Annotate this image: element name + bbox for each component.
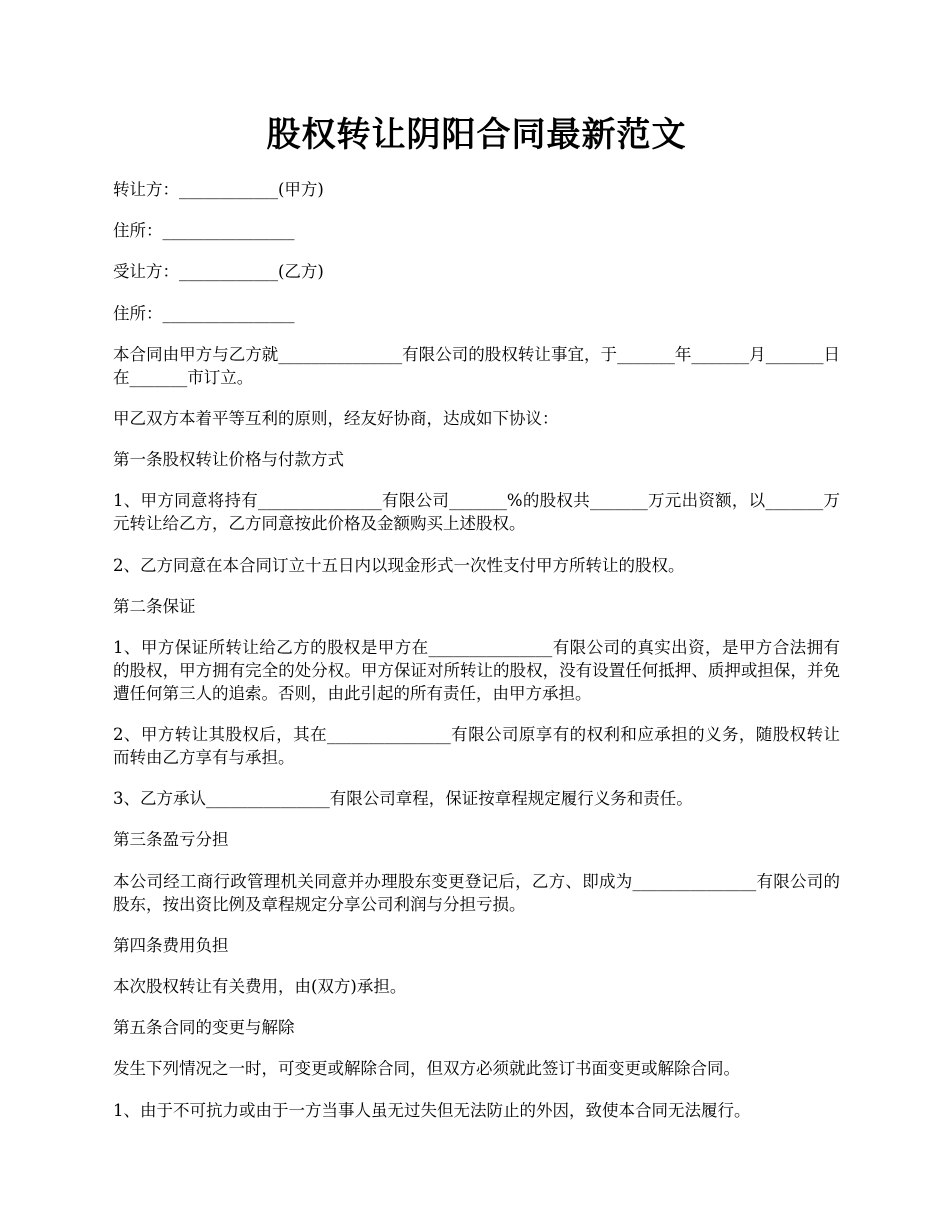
document-title: 股权转让阴阳合同最新范文: [266, 115, 687, 155]
article-3-paragraph: 本公司经工商行政管理机关同意并办理股东变更登记后，乙方、即成为_______________有限公司的股东，按出资比例及章程规定分享公司利润与分担亏损。: [113, 871, 840, 914]
article-1-clause-2: 2、乙方同意在本合同订立十五日内以现金形式一次性支付甲方所转让的股权。: [113, 555, 685, 575]
article-2-clause-1: 1、甲方保证所转让给乙方的股权是甲方在_______________有限公司的真实出资，是甲方合法拥有的股权，甲方拥有完全的处分权。甲方保证对所转让的股权，没有设置任何抵押、质押或担保，并免遭任何第三人的追索。否则，由此引起的所有责任，由甲方承担。: [113, 637, 840, 703]
article-5-heading: 第五条合同的变更与解除: [113, 1018, 295, 1038]
transferee-line: 受让方：____________(乙方): [113, 262, 324, 282]
article-4-paragraph: 本次股权转让有关费用，由(双方)承担。: [113, 977, 407, 996]
article-2-clause-3: 3、乙方承认_______________有限公司章程，保证按章程规定履行义务和责任。: [113, 789, 693, 809]
article-4-heading: 第四条费用负担: [113, 935, 229, 955]
article-5-paragraph: 发生下列情况之一时，可变更或解除合同，但双方必须就此签订书面变更或解除合同。: [113, 1059, 740, 1079]
article-3-heading: 第三条盈亏分担: [113, 830, 229, 850]
article-5-clause-1: 1、由于不可抗力或由于一方当事人虽无过失但无法防止的外因，致使本合同无法履行。: [113, 1100, 751, 1120]
contract-intro-paragraph: 本合同由甲方与乙方就_______________有限公司的股权转让事宜，于_______年_______月_______日在_______市订立。: [113, 344, 841, 387]
agreement-principle-paragraph: 甲乙双方本着平等互利的原则，经友好协商，达成如下协议：: [113, 408, 559, 428]
transferor-line: 转让方：____________(甲方): [113, 180, 324, 199]
transferor-address-line: 住所：________________: [113, 221, 295, 241]
article-2-heading: 第二条保证: [113, 596, 196, 616]
article-1-heading: 第一条股权转让价格与付款方式: [113, 450, 344, 470]
transferee-address-line: 住所：________________: [113, 303, 295, 323]
article-1-clause-1: 1、甲方同意将持有_______________有限公司_______%的股权共_______万元出资额，以_______万元转让给乙方，乙方同意按此价格及金额购买上述股权。: [113, 491, 840, 534]
document-body: [113, 178, 840, 1140]
article-2-clause-2: 2、甲方转让其股权后，其在_______________有限公司原享有的权利和应承担的义务，随股权转让而转由乙方享有与承担。: [113, 725, 840, 768]
